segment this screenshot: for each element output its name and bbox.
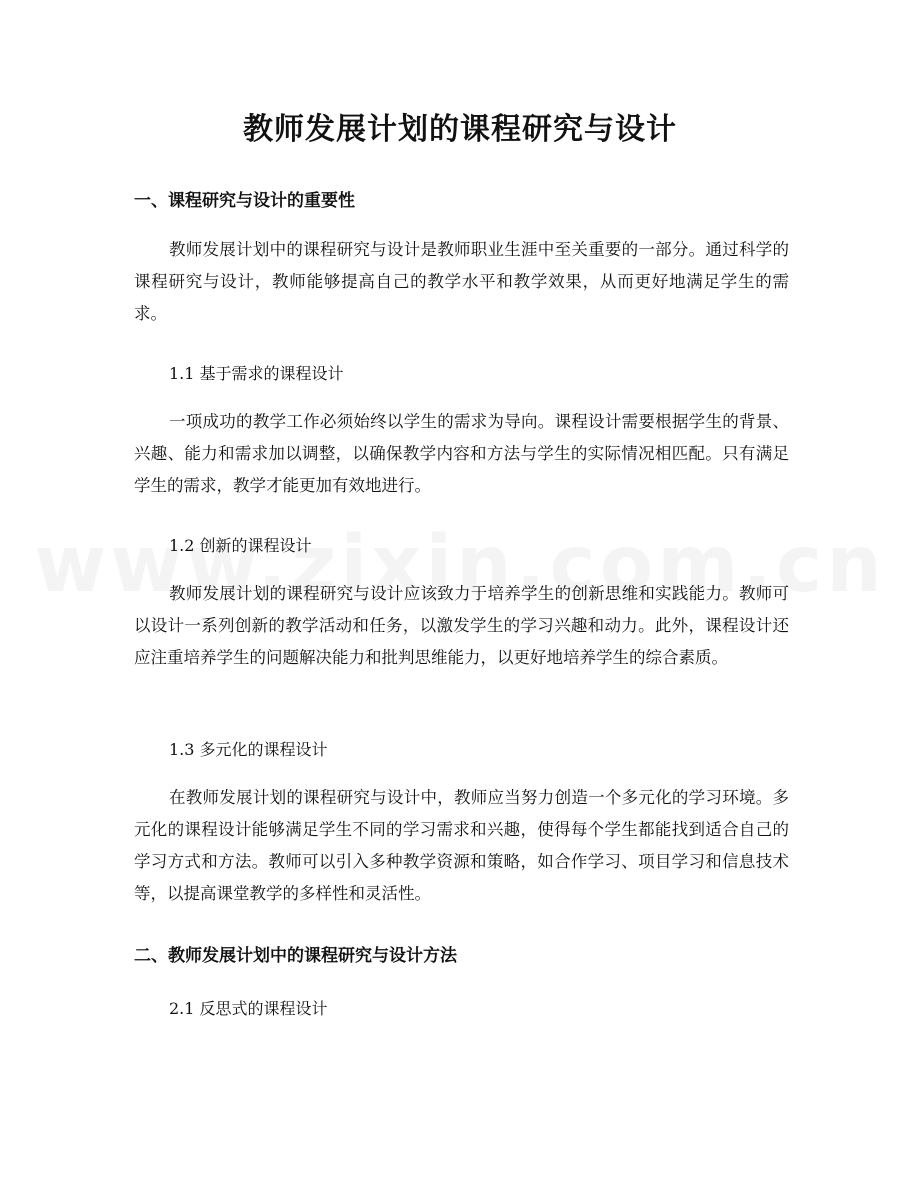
subheading-1-1: 1.1 基于需求的课程设计 (169, 364, 344, 383)
section-heading-2: 二、教师发展计划中的课程研究与设计方法 (134, 946, 457, 966)
subheading-1-2: 1.2 创新的课程设计 (169, 536, 312, 555)
subheading-1-3: 1.3 多元化的课程设计 (169, 740, 328, 759)
section-heading-1: 一、课程研究与设计的重要性 (134, 191, 355, 211)
paragraph-1-2: 教师发展计划的课程研究与设计应该致力于培养学生的创新思维和实践能力。教师可以设计一系列创新的教学活动和任务，以激发学生的学习兴趣和动力。此外，课程设计还应注重培养学生的问题解决能力和批判思维能力，以更好地培养学生的综合素质。 (134, 584, 789, 667)
subheading-2-1: 2.1 反思式的课程设计 (169, 999, 328, 1018)
paragraph-1-3: 在教师发展计划的课程研究与设计中，教师应当努力创造一个多元化的学习环境。多元化的课程设计能够满足学生不同的学习需求和兴趣，使得每个学生都能找到适合自己的学习方式和方法。教师可以引入多种教学资源和策略，如合作学习、项目学习和信息技术等，以提高课堂教学的多样性和灵活性。 (134, 788, 789, 903)
page-title: 教师发展计划的课程研究与设计 (243, 112, 677, 147)
paragraph-1-1: 一项成功的教学工作必须始终以学生的需求为导向。课程设计需要根据学生的背景、兴趣、能力和需求加以调整，以确保教学内容和方法与学生的实际情况相匹配。只有满足学生的需求，教学才能更加有效地进行。 (134, 412, 789, 495)
paragraph-intro: 教师发展计划中的课程研究与设计是教师职业生涯中至关重要的一部分。通过科学的课程研究与设计，教师能够提高自己的教学水平和教学效果，从而更好地满足学生的需求。 (134, 240, 789, 323)
